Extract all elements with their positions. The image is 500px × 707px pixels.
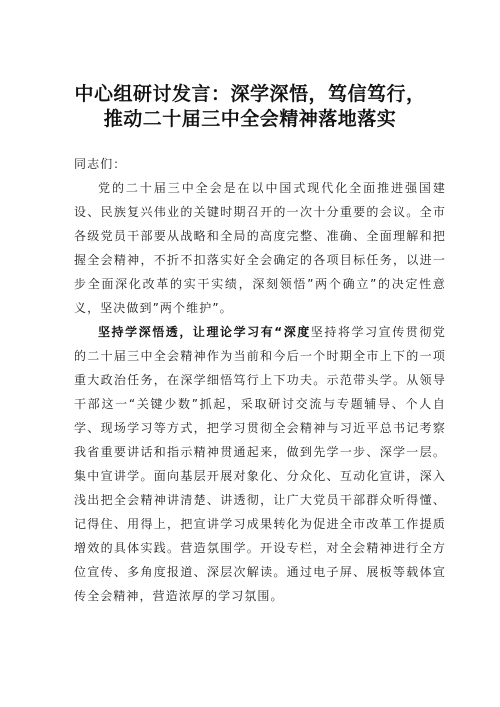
paragraph-2: [74, 320, 446, 608]
document-title-line-2: 推动二十届三中全会精神落地落实: [103, 108, 397, 130]
paragraph-2-lead: 坚持学深悟透，让理论学习有“深度: [98, 325, 311, 339]
document-body: [74, 152, 446, 608]
paragraph-1: 党的二十届三中全会是在以中国式现代化全面推进强国建设、民族复兴伟业的关键时期召开的一次十分重要的会议。全市各级党员干部要从战略和全局的高度完整、准确、全面理解和把握全会精神，不折不扣落实好全会确定的各项目标任务，以进一步全面深化改革的实干实绩，深刻领悟”两个确立”的决定性意义，坚决做到”两个维护”。: [74, 181, 446, 315]
document-title-line-1: 中心组研讨发言：深学深悟，笃信笃行，: [74, 83, 426, 105]
paragraph-2-body: 坚持将学习宣传贯彻党的二十届三中全会精神作为当前和今后一个时期全市上下的一项重大政治任务，在深学细悟笃行上下功夫。示范带头学。从领导干部这一“关键少数”抓起，采取研讨交流与专题辅导、个人自学、现场学习等方式，把学习贯彻全会精神与习近平总书记考察我省重要讲话和指示精神贯通起来，做到先学一步、深学一层。集中宣讲学。面向基层开展对象化、分众化、互动化宣讲，深入浅出把全会精神讲清楚、讲透彻，让广大党员干部群众听得懂、记得住、用得上，把宣讲学习成果转化为促进全市改革工作提质增效的具体实践。营造氛围学。开设专栏，对全会精神进行全方位宣传、多角度报道、深层次解读。通过电子屏、展板等载体宣传全会精神，营造浓厚的学习氛围。: [74, 325, 446, 603]
salutation: 同志们：: [74, 157, 127, 171]
